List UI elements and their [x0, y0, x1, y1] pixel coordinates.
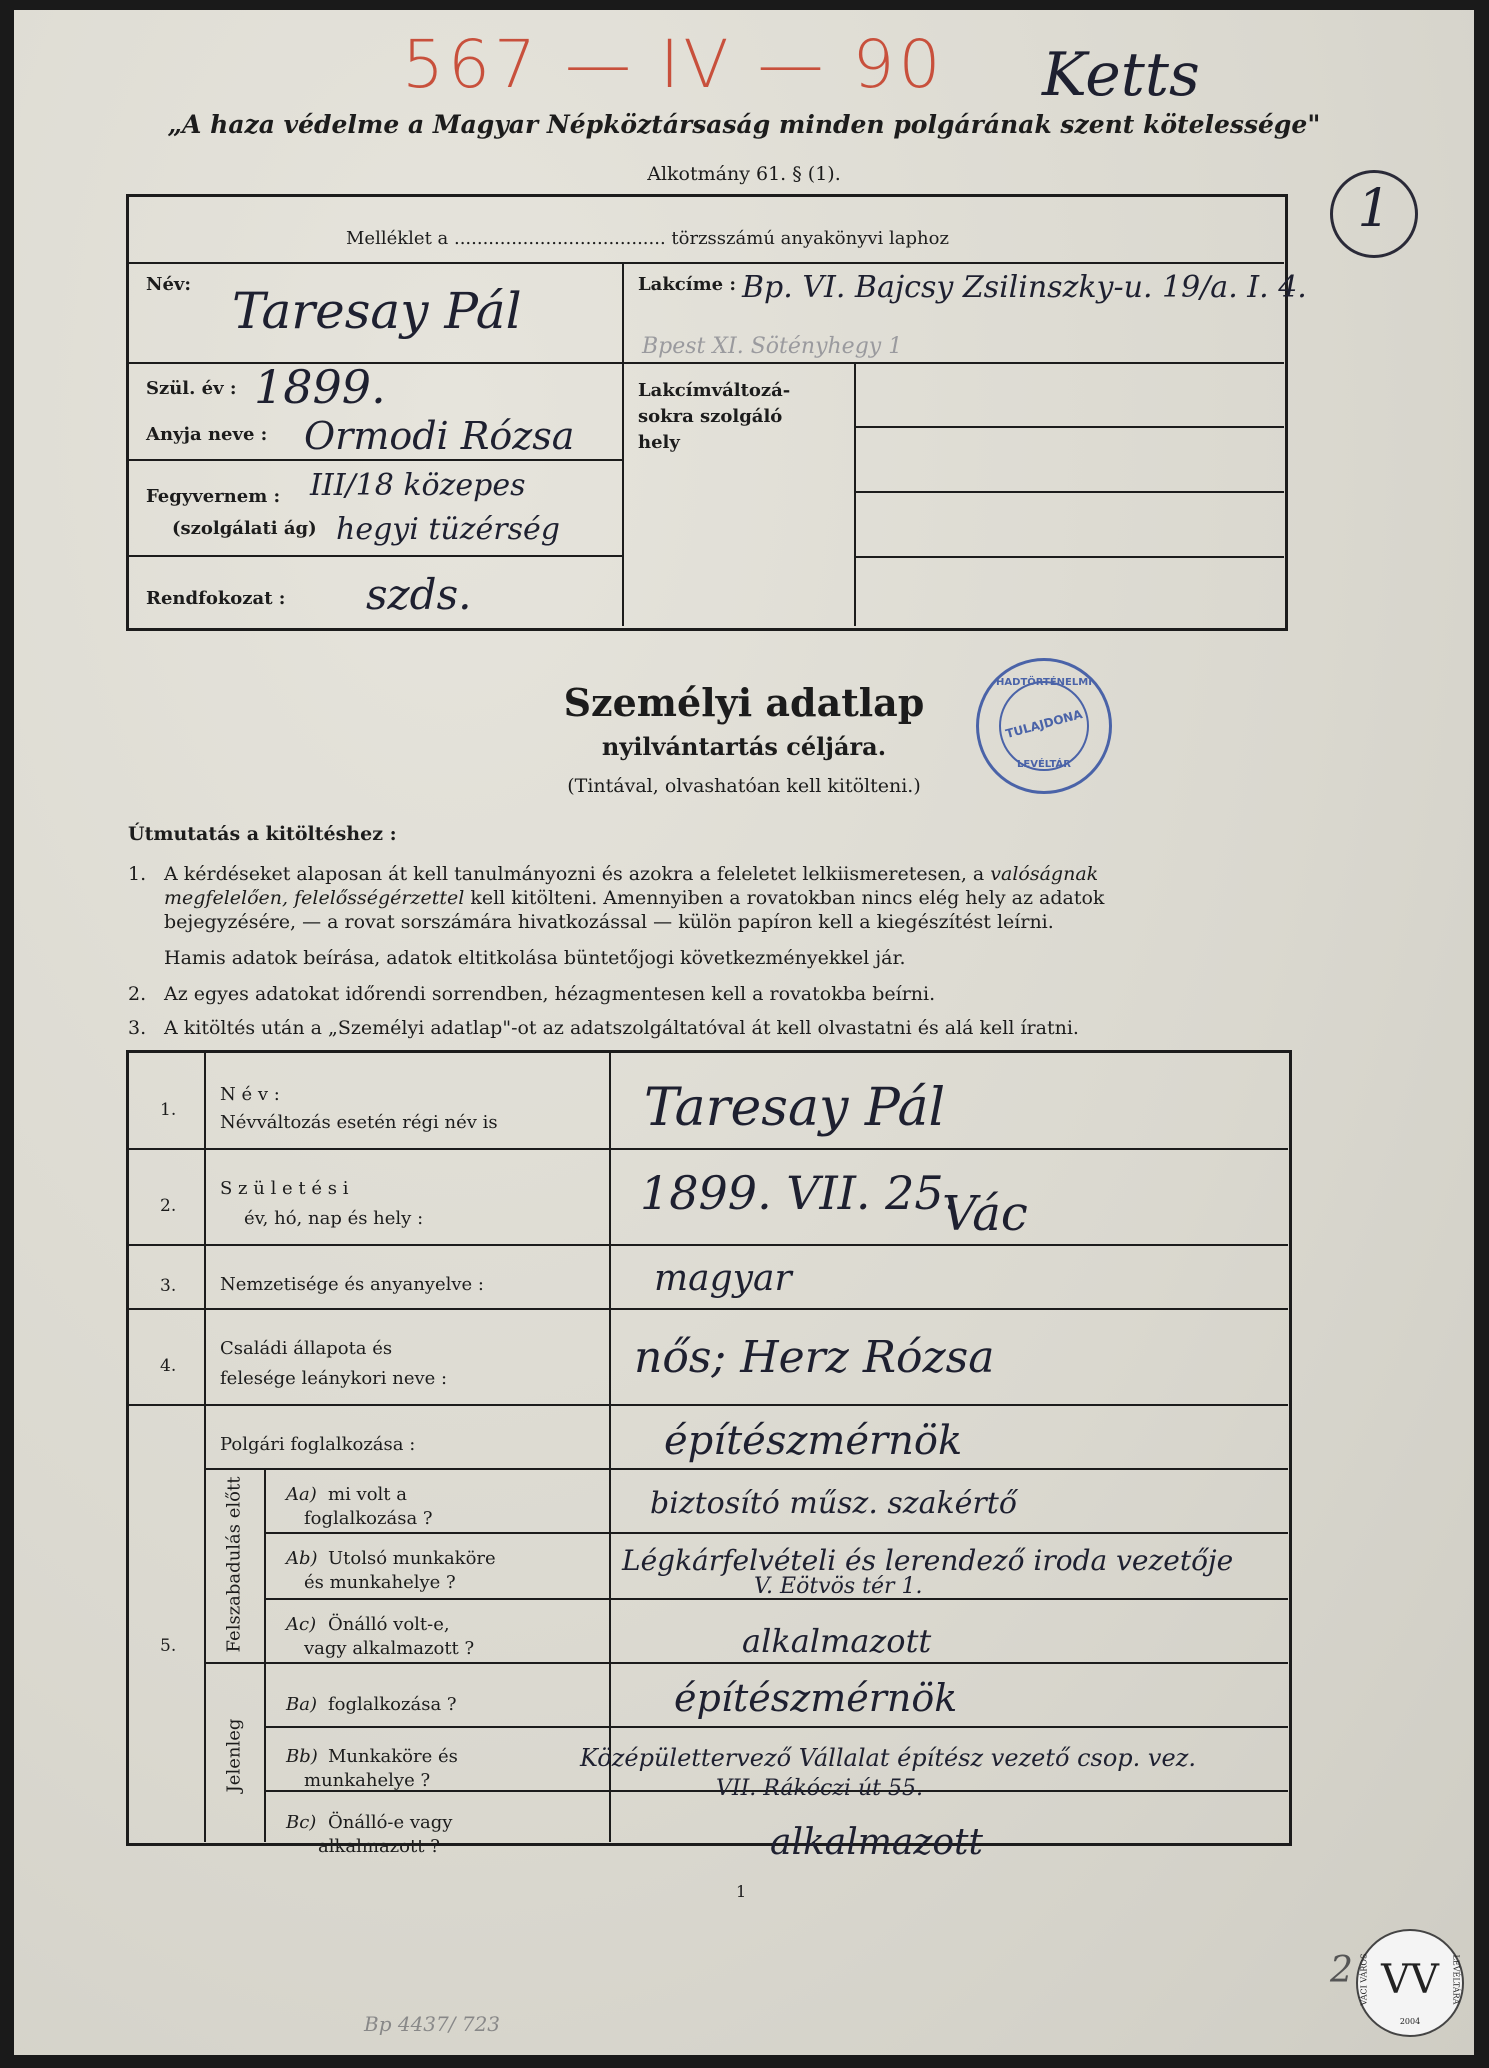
document-page: [14, 10, 1474, 2055]
instruction-1-italic-2: megfelelően, felelősségérzettel: [164, 887, 465, 909]
row-1-value: Taresay Pál: [644, 1078, 946, 1138]
vac-archive-logo: [1356, 1929, 1464, 2037]
birth-year-label: Szül. év :: [146, 378, 237, 399]
row-4-label-2: felesége leánykori neve :: [220, 1368, 448, 1389]
bc-label-1: Önálló-e vagy: [328, 1812, 453, 1833]
logo-year: 2004: [1399, 2017, 1421, 2026]
instruction-1: [164, 862, 1284, 934]
stamp-bottom-text: LEVÉLTÁR: [1017, 759, 1071, 770]
instruction-1-number: 1.: [128, 863, 147, 885]
bb-label-1: Munkaköre és: [328, 1746, 458, 1767]
row-3-label: Nemzetisége és anyanyelve :: [220, 1274, 484, 1295]
name-note-handwritten: Ketts: [1042, 40, 1200, 110]
bc-value: alkalmazott: [770, 1822, 983, 1863]
aa-label-1: mi volt a: [328, 1484, 407, 1505]
divider: [128, 459, 622, 461]
civil-occupation-label: Polgári foglalkozása :: [220, 1434, 416, 1455]
address-change-label-3: hely: [638, 432, 680, 453]
logo-letters: VV: [1381, 1957, 1439, 2003]
divider: [854, 426, 1284, 428]
bc-key: Bc): [286, 1812, 317, 1833]
divider: [622, 262, 624, 626]
ba-label: foglalkozása ?: [328, 1694, 457, 1715]
ac-key: Ac): [286, 1614, 317, 1635]
page-note-handwritten: 2: [1330, 1950, 1353, 1991]
bb-key: Bb): [286, 1746, 318, 1767]
row-3-value: magyar: [654, 1258, 792, 1299]
bb-value-2: VII. Rákóczi út 55.: [716, 1776, 923, 1801]
row-1-number: 1.: [160, 1100, 177, 1120]
civil-occupation-value: építészmérnök: [664, 1418, 963, 1464]
aa-value: biztosító műsz. szakértő: [650, 1486, 1017, 1521]
divider: [854, 362, 856, 626]
logo-left-text: VÁCI VÁROS: [1359, 1953, 1369, 2006]
name-value: Taresay Pál: [232, 282, 522, 340]
row-4-value: nős; Herz Rózsa: [634, 1332, 995, 1383]
address-value: Bp. VI. Bajcsy Zsilinszky-u. 19/a. I. 4.: [742, 270, 1307, 305]
address-struck-value: Bpest XI. Sötényhegy 1: [642, 334, 903, 359]
branch-sub-label: (szolgálati ág): [172, 518, 317, 539]
instruction-3-number: 3.: [128, 1017, 147, 1039]
divider: [128, 1148, 1288, 1150]
branch-value: III/18 közepes: [310, 468, 526, 503]
bb-value: Középülettervező Vállalat építész vezető csop. vez.: [580, 1744, 1196, 1772]
divider: [264, 1468, 266, 1842]
motto: „A haza védelme a Magyar Népköztársaság minden polgárának szent kötelessége": [167, 110, 1321, 139]
historical-archive-stamp: [976, 658, 1112, 794]
divider: [854, 556, 1284, 558]
ab-label-2: és munkahelye ?: [304, 1572, 456, 1593]
divider: [128, 262, 1284, 264]
attachment-line: Melléklet a ..................................... törzsszámú anyakönyvi laphoz: [346, 228, 949, 249]
divider: [204, 1662, 1288, 1664]
ba-key: Ba): [286, 1694, 317, 1715]
name-label: Név:: [146, 274, 192, 295]
constitution-ref: Alkotmány 61. § (1).: [647, 163, 841, 185]
archive-reference: Bp 4437/ 723: [364, 2012, 501, 2036]
divider: [264, 1532, 1288, 1534]
stamp-center-text: TULAJDONA: [1004, 707, 1084, 741]
row-2-place: Vác: [942, 1186, 1028, 1242]
row-4-number: 4.: [160, 1356, 177, 1376]
birth-year-value: 1899.: [254, 360, 386, 414]
logo-right-text: LEVÉLTÁRA: [1451, 1954, 1461, 2005]
rank-value: szds.: [366, 570, 472, 619]
document-subtitle: nyilvántartás céljára.: [601, 732, 887, 761]
fill-note: (Tintával, olvashatóan kell kitölteni.): [567, 775, 921, 797]
before-liberation-label: Felszabadulás előtt: [223, 1476, 245, 1653]
reference-number-handwritten: 567 — IV — 90: [402, 26, 945, 103]
divider: [204, 1052, 206, 1842]
divider: [204, 1468, 1288, 1470]
aa-label-2: foglalkozása ?: [304, 1508, 433, 1529]
ab-label-1: Utolsó munkaköre: [328, 1548, 496, 1569]
instruction-1-warning: Hamis adatok beírása, adatok eltitkolása büntetőjogi következményekkel jár.: [164, 947, 906, 969]
ab-value-2: V. Eötvös tér 1.: [754, 1574, 923, 1599]
instruction-3: A kitöltés után a „Személyi adatlap"-ot az adatszolgáltatóval át kell olvastatni és alá kell íratni.: [164, 1017, 1079, 1039]
aa-key: Aa): [286, 1484, 317, 1505]
divider: [128, 1404, 1288, 1406]
row-1-label-2: Névváltozás esetén régi név is: [220, 1112, 498, 1133]
row-2-label-1: S z ü l e t é s i: [220, 1178, 349, 1199]
address-change-label-1: Lakcímváltozá-: [638, 380, 791, 401]
branch-value-2: hegyi tüzérség: [336, 512, 560, 547]
divider: [128, 1244, 1288, 1246]
row-5-number: 5.: [160, 1636, 177, 1656]
row-1-label-1: N é v :: [220, 1084, 280, 1105]
divider: [264, 1726, 1288, 1728]
instruction-2: Az egyes adatokat időrendi sorrendben, hézagmentesen kell a rovatokba beírni.: [164, 983, 936, 1005]
ab-value: Légkárfelvételi és lerendező iroda vezetője: [622, 1544, 1234, 1577]
instruction-1-text-c: bejegyzésére, — a rovat sorszámára hivatkozással — külön papíron kell a kiegészítést leírni.: [164, 911, 1054, 933]
address-change-label-2: sokra szolgáló: [638, 406, 783, 427]
branch-label: Fegyvernem :: [146, 486, 281, 507]
page-number: 1: [736, 1882, 747, 1901]
circled-number-text: 1: [1357, 179, 1391, 239]
ac-value: alkalmazott: [742, 1622, 932, 1660]
rank-label: Rendfokozat :: [146, 588, 286, 609]
divider: [854, 491, 1284, 493]
bb-label-2: munkahelye ?: [304, 1770, 431, 1791]
divider: [128, 555, 622, 557]
mother-value: Ormodi Rózsa: [304, 414, 575, 458]
bc-label-2: alkalmazott ?: [318, 1836, 440, 1857]
ac-label-1: Önálló volt-e,: [328, 1614, 450, 1635]
divider: [609, 1052, 611, 1842]
mother-label: Anyja neve :: [146, 424, 268, 445]
currently-label: Jelenleg: [223, 1718, 245, 1793]
ab-key: Ab): [286, 1548, 318, 1569]
row-4-label-1: Családi állapota és: [220, 1338, 393, 1359]
row-3-number: 3.: [160, 1276, 177, 1296]
instruction-1-italic-1: valóságnak: [990, 863, 1099, 885]
row-2-number: 2.: [160, 1196, 177, 1216]
instruction-1-text-b: kell kitölteni. Amennyiben a rovatokban nincs elég hely az adatok: [464, 887, 1105, 909]
address-label: Lakcíme :: [638, 274, 736, 295]
divider: [128, 1308, 1288, 1310]
row-2-label-2: év, hó, nap és hely :: [244, 1208, 424, 1229]
ac-label-2: vagy alkalmazott ?: [304, 1638, 475, 1659]
document-title: Személyi adatlap: [563, 680, 925, 725]
instructions-title: Útmutatás a kitöltéshez :: [128, 823, 397, 845]
instruction-2-number: 2.: [128, 983, 147, 1005]
ba-value: építészmérnök: [674, 1676, 958, 1720]
stamp-top-text: HADTÖRTÉNELMI: [996, 677, 1092, 688]
instruction-1-text-a: A kérdéseket alaposan át kell tanulmányozni és azokra a feleletet lelkiismeretesen, a: [164, 863, 991, 885]
row-2-value: 1899. VII. 25.: [640, 1166, 959, 1220]
